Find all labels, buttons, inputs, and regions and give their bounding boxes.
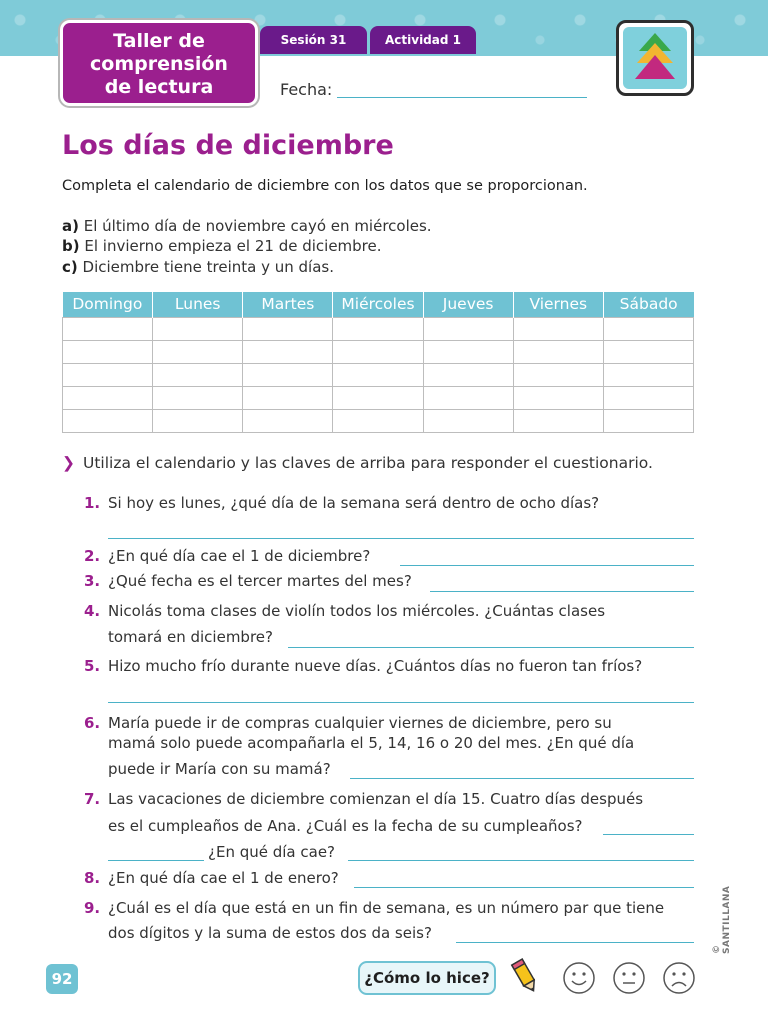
question-7-text-line-1: Las vacaciones de diciembre comienzan el día 15. Cuatro días después [108,790,644,808]
calendar-cell[interactable] [513,340,603,363]
calendar-week-row [63,317,694,340]
calendar-cell[interactable] [423,386,513,409]
logo-background [623,27,687,89]
chevron-right-icon: ❯ [62,454,75,472]
question-2-text: ¿En qué día cae el 1 de diciembre? [108,547,371,565]
december-calendar [62,292,694,433]
day-header-jueves: Jueves [423,292,513,317]
calendar-cell[interactable] [423,317,513,340]
neutral-face-icon[interactable] [612,961,646,995]
page-title: Los días de diciembre [62,130,394,161]
question-number: 6. [84,714,101,732]
fecha-answer-line[interactable] [337,97,587,98]
calendar-cell[interactable] [513,409,603,432]
question-7-text-line-3: ¿En qué día cae? [208,843,336,861]
happy-face-icon[interactable] [562,961,596,995]
calendar-cell[interactable] [153,340,243,363]
question-number: 8. [84,869,101,887]
calendar-week-row [63,409,694,432]
calendar-cell[interactable] [333,409,423,432]
question-8-text: ¿En qué día cae el 1 de enero? [108,869,339,887]
calendar-cell[interactable] [603,317,693,340]
clue-text: Diciembre tiene treinta y un días. [82,258,334,276]
calendar-cell[interactable] [153,386,243,409]
question-number: 2. [84,547,101,565]
calendar-cell[interactable] [153,317,243,340]
day-header-viernes: Viernes [513,292,603,317]
clue-letter: c) [62,258,78,276]
clue-c [62,258,334,276]
level-logo [616,20,694,96]
calendar-cell[interactable] [513,363,603,386]
calendar-cell[interactable] [153,409,243,432]
activity-tab: Actividad 1 [370,26,476,54]
clue-text: El último día de noviembre cayó en miércoles. [83,217,432,235]
clue-text: El invierno empieza el 21 de diciembre. [84,237,382,255]
answer-line-6[interactable] [350,778,694,779]
answer-line-9[interactable] [456,942,694,943]
question-4-text-line-2: tomará en diciembre? [108,628,273,646]
calendar-cell[interactable] [333,386,423,409]
question-1-text: Si hoy es lunes, ¿qué día de la semana será dentro de ocho días? [108,494,600,512]
calendar-cell[interactable] [333,363,423,386]
question-6-text-line-3: puede ir María con su mamá? [108,760,331,778]
calendar-cell[interactable] [63,386,153,409]
fecha-label: Fecha: [280,80,333,99]
calendar-cell[interactable] [243,409,333,432]
answer-line-5[interactable] [108,702,694,703]
clue-letter: a) [62,217,79,235]
calendar-cell[interactable] [63,363,153,386]
day-header-lunes: Lunes [153,292,243,317]
question-6-text-line-1: María puede ir de compras cualquier viernes de diciembre, pero su [108,714,612,732]
calendar-week-row [63,363,694,386]
answer-line-8[interactable] [354,887,694,888]
question-number: 9. [84,899,101,917]
answer-line-7-date-cont[interactable] [108,860,204,861]
day-header-miercoles: Miércoles [333,292,423,317]
day-header-domingo: Domingo [63,292,153,317]
triangles-logo-icon [623,27,687,89]
calendar-cell[interactable] [243,386,333,409]
question-number: 4. [84,602,101,620]
question-5-text: Hizo mucho frío durante nueve días. ¿Cuántos días no fueron tan fríos? [108,657,643,675]
session-tab: Sesión 31 [260,26,367,54]
calendar-cell[interactable] [423,409,513,432]
answer-line-7-date[interactable] [603,834,694,835]
calendar-header-row [63,292,694,317]
instruction-text: Completa el calendario de diciembre con los datos que se proporcionan. [62,178,588,194]
answer-line-2[interactable] [400,565,694,566]
calendar-cell[interactable] [63,317,153,340]
calendar-cell[interactable] [333,317,423,340]
taller-line-2: comprensión [90,53,228,75]
taller-badge [60,20,258,106]
calendar-cell[interactable] [423,340,513,363]
question-4-text-line-1: Nicolás toma clases de violín todos los miércoles. ¿Cuántas clases [108,602,606,620]
calendar-cell[interactable] [513,386,603,409]
como-lo-hice-label: ¿Cómo lo hice? [358,961,496,995]
calendar-cell[interactable] [243,317,333,340]
answer-line-7-day[interactable] [348,860,694,861]
calendar-cell[interactable] [63,340,153,363]
taller-line-3: de lectura [104,76,214,98]
calendar-week-row [63,340,694,363]
calendar-cell[interactable] [603,363,693,386]
prompt-text: Utiliza el calendario y las claves de arriba para responder el cuestionario. [83,454,653,472]
calendar-cell[interactable] [63,409,153,432]
calendar-cell[interactable] [603,340,693,363]
calendar-week-row [63,386,694,409]
calendar-cell[interactable] [243,363,333,386]
question-number: 7. [84,790,101,808]
question-6-text-line-2: mamá solo puede acompañarla el 5, 14, 16 o 20 del mes. ¿En qué día [108,734,635,752]
calendar-cell[interactable] [513,317,603,340]
question-number: 3. [84,572,101,590]
clue-a [62,217,432,235]
calendar-cell[interactable] [243,340,333,363]
page-number: 92 [46,964,78,994]
copyright-text: © SANTILLANA [712,885,732,954]
answer-line-3[interactable] [430,591,694,592]
question-7-text-line-2: es el cumpleaños de Ana. ¿Cuál es la fecha de su cumpleaños? [108,817,583,835]
calendar-cell[interactable] [603,409,693,432]
calendar-cell[interactable] [423,363,513,386]
sad-face-icon[interactable] [662,961,696,995]
question-number: 1. [84,494,101,512]
taller-line-1: Taller de [113,30,205,52]
calendar-cell[interactable] [153,363,243,386]
day-header-martes: Martes [243,292,333,317]
clue-letter: b) [62,237,80,255]
pencil-icon [508,956,542,996]
calendar-cell[interactable] [603,386,693,409]
question-3-text: ¿Qué fecha es el tercer martes del mes? [108,572,412,590]
question-number: 5. [84,657,101,675]
calendar-cell[interactable] [333,340,423,363]
day-header-sabado: Sábado [603,292,693,317]
clue-b [62,237,382,255]
answer-line-1[interactable] [108,538,694,539]
question-9-text-line-2: dos dígitos y la suma de estos dos da seis? [108,924,432,942]
question-9-text-line-1: ¿Cuál es el día que está en un fin de semana, es un número par que tiene [108,899,665,917]
answer-line-4[interactable] [288,647,694,648]
questionnaire-prompt [62,454,653,472]
